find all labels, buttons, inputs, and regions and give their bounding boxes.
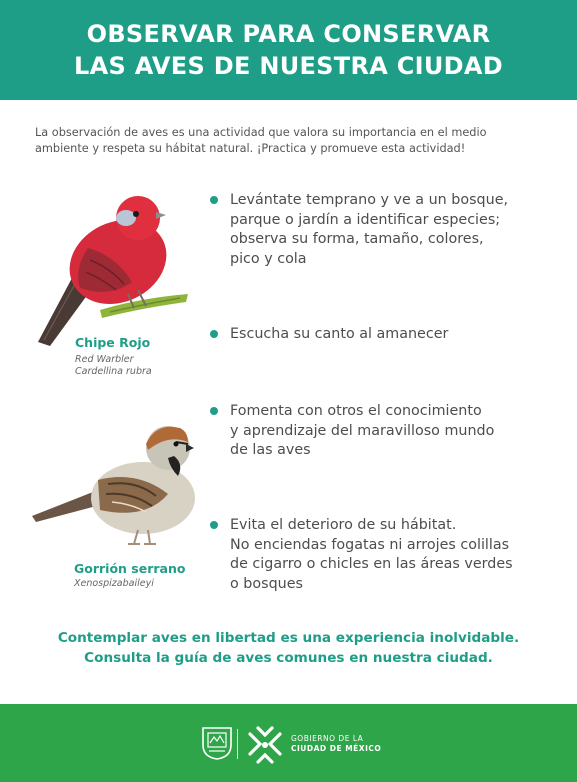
bullet-dot: [210, 407, 218, 415]
bullet-dot: [210, 196, 218, 204]
tip-4-line-1: Evita el deterioro de su hábitat.: [230, 517, 457, 533]
closing-line-2: Consulta la guía de aves comunes en nuestra ciudad.: [84, 650, 493, 666]
tip-text: [230, 516, 560, 594]
footer-bar: [0, 704, 577, 782]
header-banner: [0, 0, 577, 100]
tip-4-line-4: o bosques: [230, 575, 303, 592]
bullet-dot: [210, 330, 218, 338]
tip-4-line-2: No enciendas fogatas ni arrojes colillas: [230, 536, 510, 553]
tip-item: [210, 516, 550, 596]
tip-2-line-1: Escucha su canto al amanecer: [230, 326, 449, 342]
bullet-dot: [210, 521, 218, 529]
tip-3-line-2: y aprendizaje del maravilloso mundo: [230, 422, 495, 439]
red-warbler-illustration: [30, 190, 195, 350]
tip-3-line-1: Fomenta con otros el conocimiento: [230, 403, 482, 419]
tip-item: [210, 402, 550, 462]
footer-divider: [237, 729, 238, 759]
closing-message: [0, 628, 577, 668]
page-title-line-1: OBSERVAR PARA CONSERVAR: [86, 20, 491, 48]
closing-line-1: Contemplar aves en libertad es una experiencia inolvidable.: [57, 630, 520, 646]
intro-line-1: La observación de aves es una actividad que valora su importancia en el medio: [35, 126, 487, 139]
tip-text: [230, 191, 560, 269]
tip-text: [230, 325, 560, 345]
tip-1-line-1: Levántate temprano y ve a un bosque,: [230, 192, 509, 208]
tip-1-line-2: parque o jardín a identificar especies;: [230, 211, 501, 228]
bird-name-gorrion-serrano: Gorrión serrano: [74, 561, 186, 576]
tip-1-line-4: pico y cola: [230, 250, 307, 267]
tip-item: [210, 325, 550, 347]
tip-3-line-3: de las aves: [230, 442, 311, 458]
bird-common-name-red-warbler: Red Warbler: [75, 354, 134, 365]
government-label: [291, 734, 381, 754]
bird-name-chipe-rojo: Chipe Rojo: [75, 335, 151, 350]
intro-paragraph: [35, 125, 555, 157]
tip-4-line-3: de cigarro o chicles en las áreas verdes: [230, 556, 513, 572]
intro-line-2: ambiente y respeta su hábitat natural. ¡Practica y promueve esta actividad!: [35, 142, 466, 155]
cdmx-logo-icon: [244, 724, 286, 766]
bird-scientific-xenospiza: Xenospizabaileyi: [74, 578, 154, 589]
sierra-sparrow-illustration: [28, 420, 198, 550]
coat-of-arms-icon: [200, 725, 234, 761]
tip-item: [210, 191, 550, 271]
bird-scientific-cardellina: Cardellina rubra: [75, 366, 152, 377]
government-line-1: GOBIERNO DE LA: [291, 734, 364, 743]
tip-text: [230, 402, 560, 461]
government-line-2: CIUDAD DE MÉXICO: [291, 744, 382, 753]
tip-1-line-3: observa su forma, tamaño, colores,: [230, 231, 484, 247]
page-title-line-2: LAS AVES DE NUESTRA CIUDAD: [73, 52, 504, 80]
